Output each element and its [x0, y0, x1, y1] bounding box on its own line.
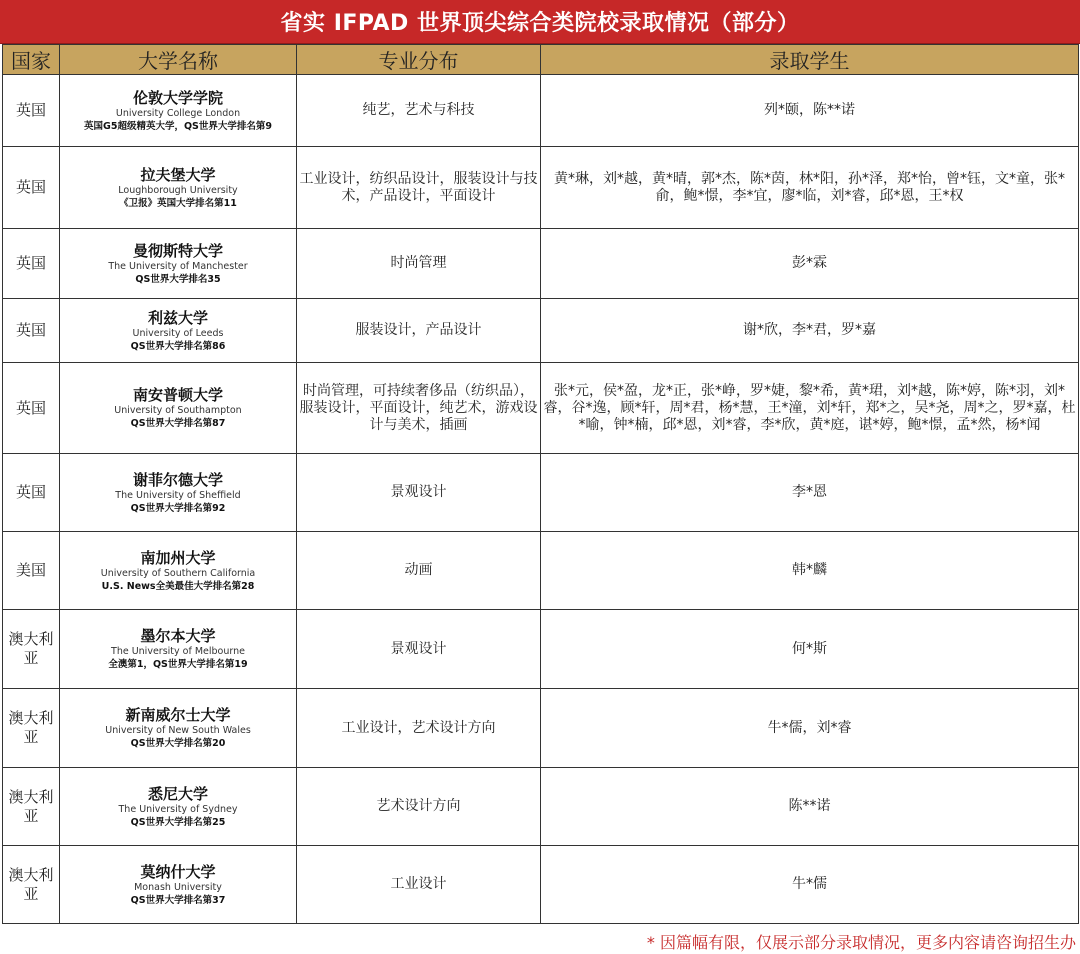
university-cell	[60, 147, 297, 229]
country-cell: 澳大利亚	[3, 610, 60, 689]
university-name-cn: 悉尼大学	[147, 784, 208, 803]
students-cell: 彭*霖	[541, 229, 1079, 299]
table-row	[3, 299, 1079, 363]
table-header-row	[3, 45, 1079, 75]
university-name-cn: 南加州大学	[140, 548, 216, 567]
university-ranking: QS世界大学排名第20	[130, 738, 226, 749]
country-cell: 英国	[3, 229, 60, 299]
university-ranking: 英国G5超级精英大学，QS世界大学排名第9	[84, 120, 272, 132]
students-cell: 牛*儒，刘*睿	[541, 689, 1079, 768]
major-cell: 工业设计，艺术设计方向	[297, 689, 541, 768]
students-cell: 李*恩	[541, 454, 1079, 532]
university-cell	[60, 75, 297, 147]
country-cell: 澳大利亚	[3, 768, 60, 846]
country-cell: 澳大利亚	[3, 689, 60, 768]
university-ranking: QS世界大学排名第37	[130, 894, 226, 906]
major-cell: 纯艺，艺术与科技	[297, 75, 541, 147]
university-cell	[60, 610, 297, 689]
table-row	[3, 846, 1079, 924]
university-ranking: 《卫报》英国大学排名第11	[119, 197, 237, 209]
country-cell: 英国	[3, 299, 60, 363]
university-name-en: The University of Manchester	[108, 260, 248, 272]
major-cell: 服装设计，产品设计	[297, 299, 541, 363]
students-cell: 黄*琳，刘*越，黄*晴，郭*杰，陈*茵，林*阳，孙*泽，郑*怡，曾*钰，文*童，张*俞，鲍*憬，李*宜，廖*临，刘*睿，邱*恩，王*权	[541, 147, 1079, 229]
major-cell: 时尚管理，可持续奢侈品（纺织品），服装设计，平面设计，纯艺术，游戏设计与美术，插画	[297, 363, 541, 454]
university-cell	[60, 229, 297, 299]
university-name-cn: 南安普顿大学	[132, 386, 223, 404]
university-ranking: QS世界大学排名35	[135, 273, 221, 285]
university-name-cn: 拉夫堡大学	[140, 165, 216, 184]
major-cell: 时尚管理	[297, 229, 541, 299]
title-bar	[0, 0, 1080, 44]
footnote: * 因篇幅有限，仅展示部分录取情况，更多内容请咨询招生办	[646, 933, 1076, 952]
major-cell: 工业设计，纺织品设计，服装设计与技术，产品设计，平面设计	[297, 147, 541, 229]
country-cell: 英国	[3, 454, 60, 532]
university-cell	[60, 363, 297, 454]
university-name-en: The University of Sheffield	[115, 489, 241, 501]
country-cell: 英国	[3, 75, 60, 147]
university-cell	[60, 768, 297, 846]
country-cell: 澳大利亚	[3, 846, 60, 924]
university-name-cn: 墨尔本大学	[140, 627, 216, 645]
university-name-en: University of Southampton	[114, 405, 242, 416]
university-name-en: University of Southern California	[100, 567, 256, 579]
university-name-en: University of New South Wales	[105, 725, 251, 736]
table-row	[3, 768, 1079, 846]
university-name-en: The University of Melbourne	[111, 646, 245, 657]
header-students: 录取学生	[541, 45, 1079, 75]
table-row	[3, 147, 1079, 229]
university-name-cn: 新南威尔士大学	[125, 706, 231, 724]
students-cell: 何*斯	[541, 610, 1079, 689]
major-cell: 动画	[297, 532, 541, 610]
university-name-en: University College London	[115, 107, 241, 119]
admissions-table	[2, 44, 1079, 924]
university-ranking: U.S. News全美最佳大学排名第28	[101, 580, 255, 592]
country-cell: 英国	[3, 363, 60, 454]
page-title: 省实 IFPAD 世界顶尖综合类院校录取情况（部分）	[280, 11, 800, 36]
university-name-cn: 利兹大学	[147, 308, 208, 327]
country-cell: 美国	[3, 532, 60, 610]
table-row	[3, 229, 1079, 299]
table-row	[3, 532, 1079, 610]
header-major: 专业分布	[297, 45, 541, 75]
header-university: 大学名称	[60, 45, 297, 75]
university-cell	[60, 454, 297, 532]
university-cell	[60, 299, 297, 363]
table-row	[3, 454, 1079, 532]
students-cell: 列*颐，陈**诺	[541, 75, 1079, 147]
students-cell: 牛*儒	[541, 846, 1079, 924]
country-cell: 英国	[3, 147, 60, 229]
students-cell: 韩*麟	[541, 532, 1079, 610]
university-ranking: QS世界大学排名第25	[130, 816, 226, 828]
university-name-en: University of Leeds	[132, 327, 224, 339]
university-name-en: Loughborough University	[118, 184, 238, 196]
university-cell	[60, 532, 297, 610]
university-name-en: The University of Sydney	[118, 803, 238, 815]
university-name-cn: 莫纳什大学	[140, 862, 216, 881]
university-name-cn: 伦敦大学学院	[132, 88, 223, 107]
major-cell: 工业设计	[297, 846, 541, 924]
university-ranking: QS世界大学排名第87	[130, 418, 226, 429]
table-row	[3, 363, 1079, 454]
table-row	[3, 610, 1079, 689]
students-cell: 谢*欣，李*君，罗*嘉	[541, 299, 1079, 363]
major-cell: 景观设计	[297, 610, 541, 689]
table-row	[3, 689, 1079, 768]
university-cell	[60, 846, 297, 924]
university-ranking: QS世界大学排名第92	[130, 502, 226, 514]
major-cell: 艺术设计方向	[297, 768, 541, 846]
major-cell: 景观设计	[297, 454, 541, 532]
university-name-cn: 谢菲尔德大学	[132, 470, 223, 489]
university-ranking: 全澳第1，QS世界大学排名第19	[108, 659, 248, 670]
header-country: 国家	[3, 45, 60, 75]
university-name-en: Monash University	[134, 881, 222, 893]
university-ranking: QS世界大学排名第86	[130, 340, 226, 352]
students-cell: 张*元，侯*盈，龙*正，张*峥，罗*婕，黎*希，黄*珺，刘*越，陈*婷，陈*羽，刘*睿，谷*逸，顾*轩，周*君，杨*慧，王*潼，刘*轩，郑*之，吴*尧，周*之，罗*嘉，杜*喻，钟*楠，邱*恩，刘*睿，李*欣，黄*庭，谌*婷，鲍*憬，孟*然，杨*闻	[541, 363, 1079, 454]
table-row	[3, 75, 1079, 147]
university-name-cn: 曼彻斯特大学	[132, 241, 223, 260]
students-cell: 陈**诺	[541, 768, 1079, 846]
university-cell	[60, 689, 297, 768]
